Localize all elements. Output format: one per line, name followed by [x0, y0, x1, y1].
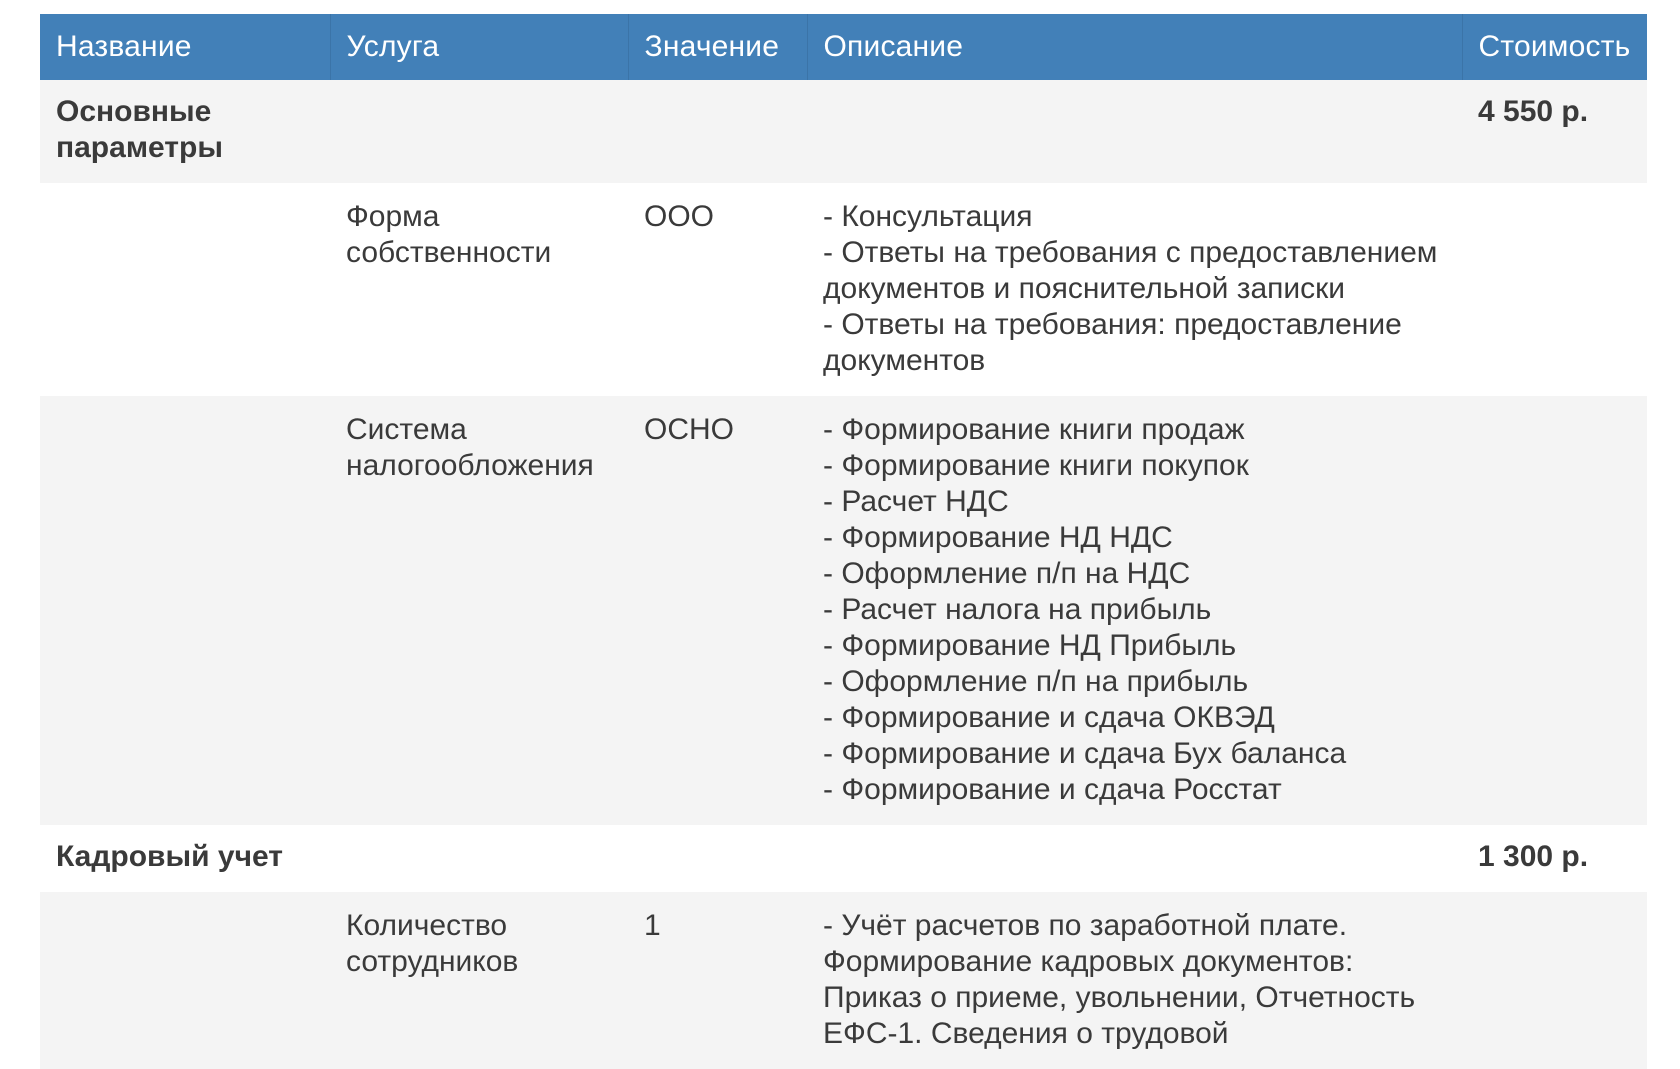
- cell-description: [807, 183, 1462, 396]
- description-line: - Формирование и сдача Бух баланса: [823, 737, 1347, 770]
- description-line: - Ответы на требования: предоставление документов: [823, 308, 1402, 377]
- cell-description: [807, 892, 1462, 1069]
- description-line: - Формирование книги покупок: [823, 449, 1249, 482]
- header-cost[interactable]: Стоимость: [1462, 14, 1647, 80]
- cell-service: Количество сотрудников: [330, 892, 628, 1069]
- header-service[interactable]: Услуга: [330, 14, 628, 80]
- cell-description: [807, 825, 1462, 892]
- description-line: - Формирование и сдача ОКВЭД: [823, 701, 1275, 734]
- cell-description: [807, 396, 1462, 825]
- cell-service: [330, 825, 628, 892]
- header-row: [40, 14, 1647, 80]
- cell-service: Система налогообложения: [330, 396, 628, 825]
- description-line: - Формирование НД Прибыль: [823, 629, 1237, 662]
- cell-value: 1: [628, 892, 807, 1069]
- cell-service: [330, 80, 628, 183]
- price-table: [40, 14, 1647, 1069]
- cell-cost: [1462, 892, 1647, 1069]
- description-line: - Оформление п/п на прибыль: [823, 665, 1249, 698]
- description-line: - Формирование и сдача Росстат: [823, 773, 1282, 806]
- description-line: - Учёт расчетов по заработной плате. Формирование кадровых документов: Приказ о приеме, увольнении, Отчетность ЕФС-1. Сведения о трудовой: [823, 909, 1416, 1050]
- group-row: [40, 80, 1647, 183]
- table-row: [40, 396, 1647, 825]
- cell-value: [628, 80, 807, 183]
- cell-cost: 1 300 р.: [1462, 825, 1647, 892]
- header-value[interactable]: Значение: [628, 14, 807, 80]
- table-row: [40, 892, 1647, 1069]
- cell-service: Форма собственности: [330, 183, 628, 396]
- cell-value: ОСНО: [628, 396, 807, 825]
- cell-name: Кадровый учет: [40, 825, 330, 892]
- description-line: - Оформление п/п на НДС: [823, 557, 1191, 590]
- header-description[interactable]: Описание: [807, 14, 1462, 80]
- cell-value: ООО: [628, 183, 807, 396]
- description-line: - Ответы на требования с предоставлением документов и пояснительной записки: [823, 236, 1438, 305]
- table-row: [40, 183, 1647, 396]
- cell-cost: [1462, 183, 1647, 396]
- cell-value: [628, 825, 807, 892]
- cell-cost: 4 550 р.: [1462, 80, 1647, 183]
- table-header: [40, 14, 1647, 80]
- description-line: - Расчет налога на прибыль: [823, 593, 1212, 626]
- header-name[interactable]: Название: [40, 14, 330, 80]
- cell-name: [40, 892, 330, 1069]
- table-body: [40, 80, 1647, 1069]
- cell-name: [40, 396, 330, 825]
- description-line: - Формирование книги продаж: [823, 413, 1245, 446]
- cell-description: [807, 80, 1462, 183]
- cell-name: Основные параметры: [40, 80, 330, 183]
- cell-cost: [1462, 396, 1647, 825]
- group-row: [40, 825, 1647, 892]
- description-line: - Формирование НД НДС: [823, 521, 1173, 554]
- description-line: - Консультация: [823, 200, 1033, 233]
- cell-name: [40, 183, 330, 396]
- price-table-container: [40, 14, 1647, 1069]
- description-line: - Расчет НДС: [823, 485, 1009, 518]
